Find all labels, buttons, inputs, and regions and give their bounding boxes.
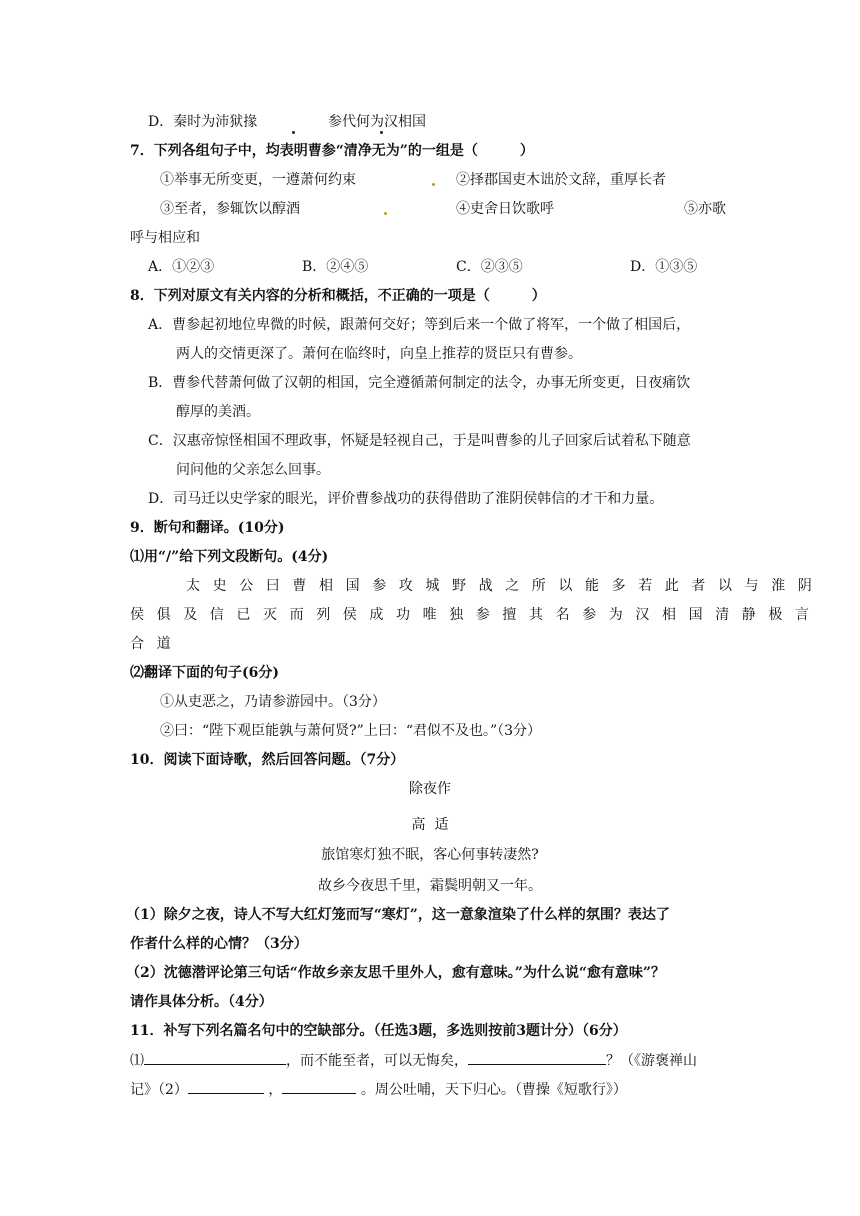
emphasis-dot [380,131,383,134]
fill-blank-2[interactable] [468,1050,606,1065]
poem-line-1: 旅馆寒灯独不眠，客心何事转凄然? [321,847,539,863]
q6-option-d-sentence: 参代何为汉相国 [328,114,426,130]
q7-option-a: A．①②③ [148,259,215,275]
fill-blank-1[interactable] [144,1050,286,1065]
q7-option-d: D．①③⑤ [630,259,698,275]
q9-part2-prompt: ⑵翻译下面的句子(6分) [130,665,279,681]
marker-dot [432,183,435,186]
q11-line-1 [130,1050,697,1071]
q7-sentence-4: ④吏舍日饮歌呼 [456,201,554,217]
q11-item1-label: ⑴ [130,1053,144,1069]
q10-sub2-line1: （2）沈德潜评论第三句话“作故乡亲友思千里外人，愈有意味。”为什么说“愈有意味”？ [126,965,665,981]
q9-translate-2: ②曰：“陛下观臣能孰与萧何贤?”上曰：“君似不及也。”（3分） [160,723,542,739]
q8-option-c-line1: C．汉惠帝惊怪相国不理政事，怀疑是轻视自己，于是叫曹参的儿子回家后试着私下随意 [148,433,691,449]
q11-line-2 [130,1079,627,1100]
fill-blank-3[interactable] [188,1079,264,1094]
q7-sentence-1: ①举事无所变更，一遵萧何约束 [160,172,356,188]
q9-passage-line1: 太史公曰曹相国参攻城野战之所以能多若此者以与淮阴 [186,578,825,594]
q6-option-d: D．秦时为沛狱掾 [148,114,258,130]
q11-item2-comma: ， [268,1082,283,1098]
q7-sentence-5a: ⑤亦歌 [684,201,726,217]
fill-blank-4[interactable] [282,1079,356,1094]
q9-passage-line2: 侯俱及信已灭而列侯成功唯独参擅其名参为汉相国清静极言 [130,607,822,623]
poem-line-2: 故乡今夜思千里，霜鬓明朝又一年。 [318,878,542,894]
q8-stem: 8．下列对原文有关内容的分析和概括，不正确的一项是（ ） [130,288,546,304]
q8-option-a-line2: 两人的交情更深了。萧何在临终时，向皇上推荐的贤臣只有曹参。 [176,346,582,362]
q7-option-c: C．②③⑤ [456,259,523,275]
q10-sub2-line2: 请作具体分析。（4分） [130,994,273,1010]
q10-stem: 10．阅读下面诗歌，然后回答问题。（7分） [130,752,405,768]
q7-sentence-2: ②择郡国吏木诎於文辞，重厚长者 [456,172,666,188]
poem-author: 高 适 [411,817,449,833]
marker-dot [384,212,387,215]
q11-item1-middle: ，而不能至者，可以无悔矣， [286,1053,468,1069]
q9-translate-1: ①从吏恶之，乃请参游园中。（3分） [160,694,386,710]
q7-sentence-5b: 呼与相应和 [130,230,200,246]
q8-option-a-line1: A．曹参起初地位卑微的时候，跟萧何交好；等到后来一个做了将军，一个做了相国后， [148,317,691,333]
q8-option-d: D．司马迁以史学家的眼光，评价曹参战功的获得借助了淮阴侯韩信的才干和力量。 [148,491,664,507]
emphasis-dot [292,131,295,134]
q10-sub1-line1: （1）除夕之夜，诗人不写大红灯笼而写“寒灯”，这一意象渲染了什么样的氛围？表达了 [126,907,670,923]
q11-item1-end: ？（《游褒禅山 [606,1053,697,1069]
q9-part1-prompt: ⑴用“/”给下列文段断句。(4分) [130,549,329,565]
q11-item2-end: 。周公吐哺，天下归心。（曹操《短歌行》） [360,1082,627,1098]
q9-stem: 9．断句和翻译。(10分) [130,520,285,536]
q7-stem: 7．下列各组句子中，均表明曹参“清净无为”的一组是（ ） [130,143,534,159]
q11-item2-label: 记》（2） [130,1082,188,1098]
poem-title: 除夜作 [409,781,451,797]
q7-sentence-3: ③至者，参辄饮以醇酒 [160,201,300,217]
q8-option-b-line1: B．曹参代替萧何做了汉朝的相国，完全遵循萧何制定的法令，办事无所变更，日夜痛饮 [148,375,691,391]
q10-sub1-line2: 作者什么样的心情？（3分） [130,936,308,952]
q8-option-b-line2: 醇厚的美酒。 [176,404,260,420]
q9-passage-line3: 合道 [130,636,184,652]
q7-option-b: B．②④⑤ [302,259,369,275]
q8-option-c-line2: 问问他的父亲怎么回事。 [176,462,330,478]
q11-stem: 11．补写下列名篇名句中的空缺部分。（任选3题，多选则按前3题计分）（6分） [130,1023,627,1039]
